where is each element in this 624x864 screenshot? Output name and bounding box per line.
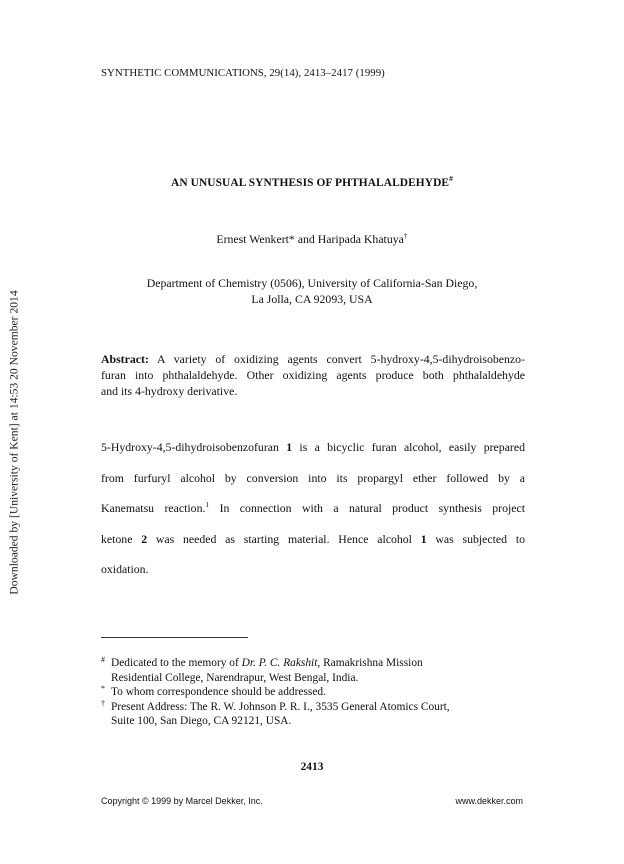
footnote-mark: † (101, 698, 105, 708)
footnote-text: Present Address: The R. W. Johnson P. R. I., 3535 General Atomics Court, (111, 700, 450, 713)
affiliation-line-1: Department of Chemistry (0506), University of California-San Diego, (146, 276, 478, 290)
abstract (101, 351, 525, 399)
affiliation (0, 275, 624, 307)
body-text: was subjected to (426, 531, 525, 546)
footnote-dedication (101, 656, 541, 685)
body-paragraph (101, 432, 525, 585)
abstract-line-1 (101, 351, 525, 367)
footnote-text: To whom correspondence should be addressed. (111, 686, 326, 699)
footnote-text-line-2: Residential College, Narendrapur, West Bengal, India. (111, 671, 359, 684)
download-watermark: Downloaded by [University of Kent] at 14:53 20 November 2014 (7, 290, 21, 595)
footnote-mark: * (101, 684, 105, 694)
footnote-text: Dedicated to the memory of (111, 657, 242, 669)
journal-header: SYNTHETIC COMMUNICATIONS, 29(14), 2413–2417 (1999) (101, 67, 385, 79)
footnotes (101, 656, 541, 729)
body-line-5: oxidation. (101, 562, 149, 576)
footnote-correspondence (101, 685, 541, 700)
page-number: 2413 (300, 761, 324, 773)
body-text: is a bicyclic furan alcohol, easily prepared (292, 440, 525, 454)
body-line-4 (101, 524, 525, 555)
abstract-line-3: and its 4-hydroxy derivative. (101, 384, 238, 398)
compound-ref: 1 (286, 440, 293, 454)
body-line-1 (101, 432, 525, 463)
body-text: was needed as starting material. Hence alcohol (147, 531, 421, 546)
body-line-2: from furfuryl alcohol by conversion into its propargyl ether followed by a (101, 470, 525, 485)
footnote-address (101, 700, 541, 729)
body-line-3 (101, 493, 525, 524)
author-list (0, 232, 624, 247)
publisher-website: www.dekker.com (455, 796, 523, 806)
footnote-divider (101, 637, 248, 638)
affiliation-line-2: La Jolla, CA 92093, USA (251, 292, 373, 306)
abstract-text-1: A variety of oxidizing agents convert 5-hydroxy-4,5-dihydroisobenzo- (148, 352, 525, 366)
footnote-text-line-2: Suite 100, San Diego, CA 92121, USA. (111, 715, 292, 728)
body-text: Kanematsu reaction. (101, 501, 206, 515)
author-names: Ernest Wenkert* and Haripada Khatuya (216, 232, 404, 246)
footnote-text: , Ramakrishna Mission (317, 657, 423, 669)
author-footnote-mark: † (403, 231, 408, 241)
paper-title (0, 174, 624, 189)
title-footnote-mark: # (449, 174, 453, 184)
copyright-notice: Copyright © 1999 by Marcel Dekker, Inc. (101, 796, 263, 806)
body-text: In connection with a natural product synthesis project (209, 501, 525, 515)
footnote-person: Dr. P. C. Rakshit (241, 657, 318, 669)
paper-title-text: AN UNUSUAL SYNTHESIS OF PHTHALALDEHYDE (171, 177, 450, 189)
abstract-line-2: furan into phthalaldehyde. Other oxidizing agents produce both phthalaldehyde (101, 368, 525, 382)
reference-mark: 1 (205, 500, 210, 510)
compound-ref: 2 (141, 531, 148, 546)
body-text: ketone (101, 531, 142, 546)
abstract-label: Abstract: (101, 352, 149, 366)
body-text: 5-Hydroxy-4,5-dihydroisobenzofuran (101, 440, 287, 454)
compound-ref: 1 (420, 531, 427, 546)
footnote-mark: # (101, 655, 105, 664)
